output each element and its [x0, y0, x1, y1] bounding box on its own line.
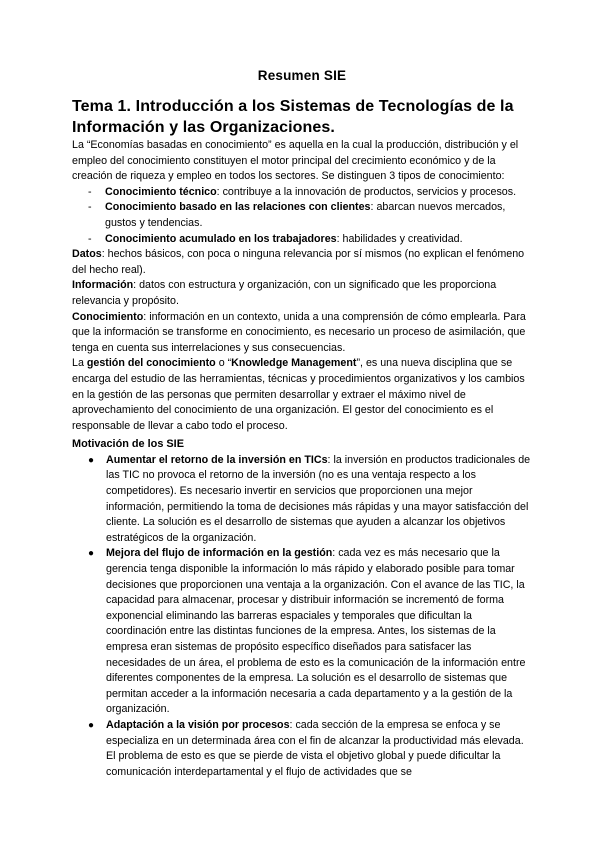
term-text: : información en un contexto, unida a una comprensión de cómo emplearla. Para que la información se transforme en conocimiento, es necesario un proceso de asimilación, que tenga en cuenta sus interrelaciones y sus consecuencias.: [72, 310, 526, 354]
section-heading: Tema 1. Introducción a los Sistemas de Tecnologías de la Información y las Organizaciones.: [72, 98, 514, 136]
term: Conocimiento: [72, 310, 144, 323]
list-item: [88, 718, 532, 780]
text-run: ”, es una nueva disciplina que se encarga del estudio de las herramientas, técnicas y procedimientos organizativos y los cambios en la gestión de las personas que permiten desarrollar y extraer el máximo nivel de aprovechamiento del conocimiento de una organización. El gestor del conocimiento es el responsable de llevar a cabo todo el proceso.: [72, 357, 525, 432]
definition-datos: [72, 247, 532, 278]
term: Aumentar el retorno de la inversión en TICs: [106, 453, 328, 466]
term-text: : cada vez es más necesario que la gerencia tenga disponible la información lo más rápido y elaborado posible para tomar decisiones que proporcionen una ventaja a la organización. Con el avance de las TIC, la capacidad para almacenar, procesar y distribuir información se incrementó de forma exponencial eliminando las barreras espaciales y temporales que dificultan la coordinación entre las distintas funciones de la empresa. Antes, los sistemas de la empresa eran sistemas de propósito específico diseñados para satisfacer las necesidades de un área, el problema de esto es la comunicación de la información entre diferentes componentes de la empresa. La solución es el desarrollo de sistemas que permitan acceder a la información necesaria a cada departamento y a la gestión de la organización.: [106, 547, 526, 716]
document-title: Resumen SIE: [257, 68, 347, 83]
bullet-marker: ●: [88, 548, 95, 560]
dash-marker: -: [88, 185, 92, 198]
list-item: [88, 200, 532, 231]
bullet-marker: ●: [88, 719, 95, 731]
term: Conocimiento acumulado en los trabajadores: [105, 232, 337, 245]
term-text: : la inversión en productos tradicionales de las TIC no provoca el retorno de la inversión (no es una ventaja respecto a los competidores). Es necesario invertir en servicios que proporcionen una mejor información, permitiendo la toma de decisiones más rápidas y una mayor satisfacción del cliente. La solución es el desarrollo de sistemas que ayuden a alcanzar los objetivos estratégicos de la organización.: [106, 453, 531, 544]
term: Knowledge Management: [231, 357, 357, 370]
term-text: : hechos básicos, con poca o ninguna relevancia por sí mismos (no explican el fenómeno del hecho real).: [72, 248, 525, 276]
definition-conocimiento: [72, 310, 532, 357]
document-page: [72, 68, 532, 780]
knowledge-types-list: [72, 185, 532, 247]
intro-paragraph: La “Economías basadas en conocimiento” es aquella en la cual la producción, distribución y el empleo del conocimiento constituyen el motor principal del crecimiento económico y de la creación de riqueza y empleo en todos los sectores. Se distinguen 3 tipos de conocimiento:: [72, 139, 519, 183]
motivation-heading: Motivación de los SIE: [72, 438, 184, 451]
dash-marker: -: [88, 232, 92, 245]
term: Adaptación a la visión por procesos: [106, 718, 290, 731]
term-text: : habilidades y creatividad.: [336, 232, 463, 245]
term-text: : abarcan nuevos mercados, gustos y tendencias.: [105, 201, 506, 229]
text-run: o “: [215, 357, 232, 370]
term: Conocimiento basado en las relaciones con clientes: [105, 201, 371, 214]
term-text: : datos con estructura y organización, con un significado que les proporciona relevancia y propósito.: [72, 279, 497, 307]
list-item: [88, 546, 532, 718]
bullet-marker: ●: [88, 454, 95, 466]
term-text: : contribuye a la innovación de productos, servicios y procesos.: [216, 185, 517, 198]
list-item: [88, 232, 532, 248]
motivations-list: [72, 453, 532, 780]
definition-informacion: [72, 278, 532, 309]
knowledge-management-paragraph: [72, 356, 532, 434]
term: Datos: [72, 248, 102, 261]
term: gestión del conocimiento: [86, 357, 216, 370]
dash-marker: -: [88, 201, 92, 214]
list-item: [88, 453, 532, 547]
term-text: : cada sección de la empresa se enfoca y se especializa en un determinada área con el fin de alcanzar la productividad más elevada. El problema de esto es que se pierde de vista el objetivo global y puede dificultar la comunicación interdepartamental y el flujo de actividades que se: [106, 718, 524, 778]
term: Información: [72, 279, 134, 292]
term: Mejora del flujo de información en la gestión: [106, 547, 333, 560]
list-item: [88, 185, 532, 201]
text-run: La: [72, 357, 87, 370]
term: Conocimiento técnico: [105, 185, 217, 198]
